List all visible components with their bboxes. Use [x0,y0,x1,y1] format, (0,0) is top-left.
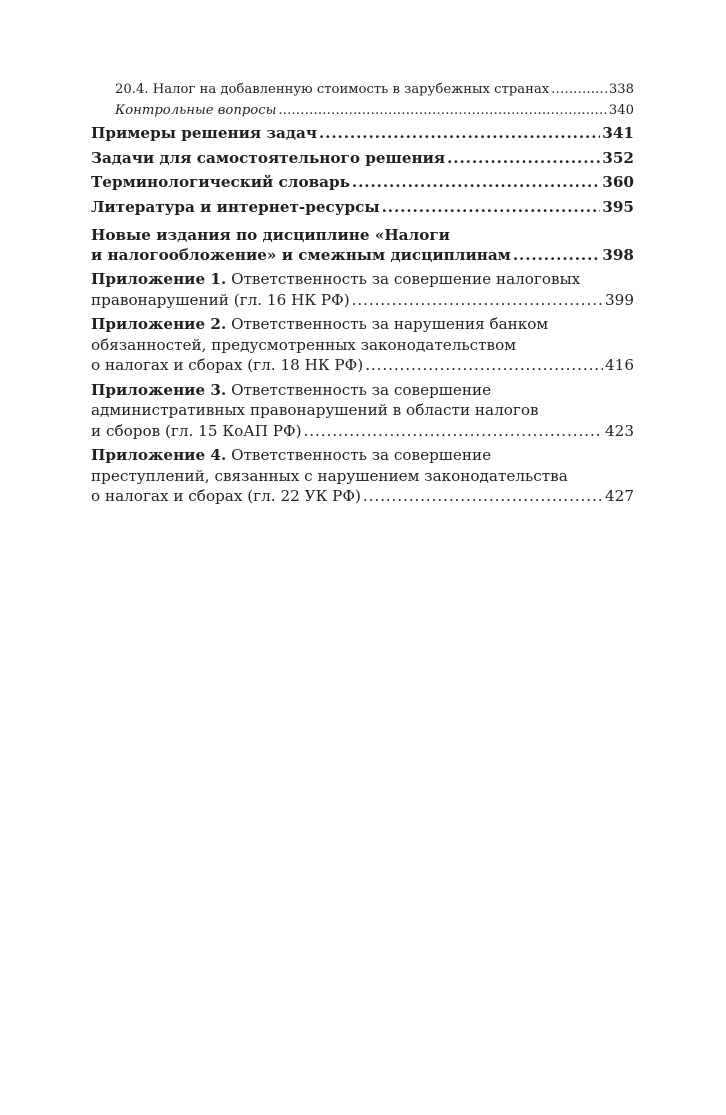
dot-leader [551,79,607,100]
toc-entry-line: Ответственность за нарушения банком [226,315,549,334]
toc-entry-line: о налогах и сборах (гл. 22 УК РФ) [91,487,361,506]
toc-entry-glossary[interactable] [91,170,634,195]
dot-leader [365,355,603,376]
dot-leader [278,100,606,121]
toc-page-number: 338 [608,82,634,97]
dot-leader [352,170,600,195]
toc-entry-title: Литература и интернет-ресурсы [91,197,380,216]
toc-entry-line: Новые издания по дисциплине «Налоги [91,226,450,245]
toc-entry-line: обязанностей, предусмотренных законодательством [91,335,517,354]
dot-leader [304,421,603,442]
toc-page-number: 416 [605,356,634,375]
toc-entry-line: преступлений, связанных с нарушением законодательства [91,466,568,485]
appendix-label: Приложение 4. [91,446,227,465]
toc-entry-title: Примеры решения задач [91,124,317,142]
appendix-label: Приложение 2. [91,315,227,334]
toc-entry-appendix-4[interactable] [91,445,634,507]
toc-entry-title: Контрольные вопросы [115,103,277,118]
toc-entry-control-questions[interactable] [91,100,634,121]
appendix-label: Приложение 1. [91,270,227,289]
toc-entry-line: правонарушений (гл. 16 НК РФ) [91,290,350,309]
toc-entry-title: 20.4. Налог на добавленную стоимость в зарубежных странах [115,82,550,97]
toc-entry-appendix-3[interactable] [91,380,634,442]
toc-entry-examples[interactable] [91,121,634,146]
toc-page-number: 399 [605,290,634,309]
toc-entry-title: Задачи для самостоятельного решения [91,148,446,167]
dot-leader [513,245,600,265]
toc-entry-line: Ответственность за совершение [226,446,492,465]
toc-entry-line: о налогах и сборах (гл. 18 НК РФ) [91,356,364,375]
toc-entry-appendix-2[interactable] [91,314,634,376]
dot-leader [382,195,601,220]
toc-page-number: 341 [602,124,634,142]
toc-page-number: 395 [602,197,634,216]
toc-entry-20-4[interactable] [91,79,634,100]
toc-page-number: 360 [602,173,634,192]
dot-leader [363,486,603,507]
toc-page-number: 340 [608,103,634,118]
dot-leader [352,290,603,311]
toc-entry-line: административных правонарушений в области налогов [91,401,539,420]
toc-page-number: 423 [605,421,634,440]
toc-page-number: 427 [605,487,634,506]
table-of-contents [91,79,634,507]
toc-entry-new-editions[interactable] [91,225,634,265]
dot-leader [447,146,600,171]
toc-entry-appendix-1[interactable] [91,269,634,310]
appendix-label: Приложение 3. [91,380,227,399]
dot-leader [319,121,600,146]
toc-entry-title: Терминологический словарь [91,173,350,192]
toc-entry-literature[interactable] [91,195,634,220]
toc-page-number: 352 [602,148,634,167]
toc-entry-tasks[interactable] [91,146,634,171]
toc-entry-line: Ответственность за совершение налоговых [226,270,581,289]
toc-page-number: 398 [602,246,634,265]
toc-entry-line: и сборов (гл. 15 КоАП РФ) [91,421,302,440]
toc-entry-line: Ответственность за совершение [226,380,492,399]
toc-entry-line: и налогообложение» и смежным дисциплинам [91,246,511,265]
